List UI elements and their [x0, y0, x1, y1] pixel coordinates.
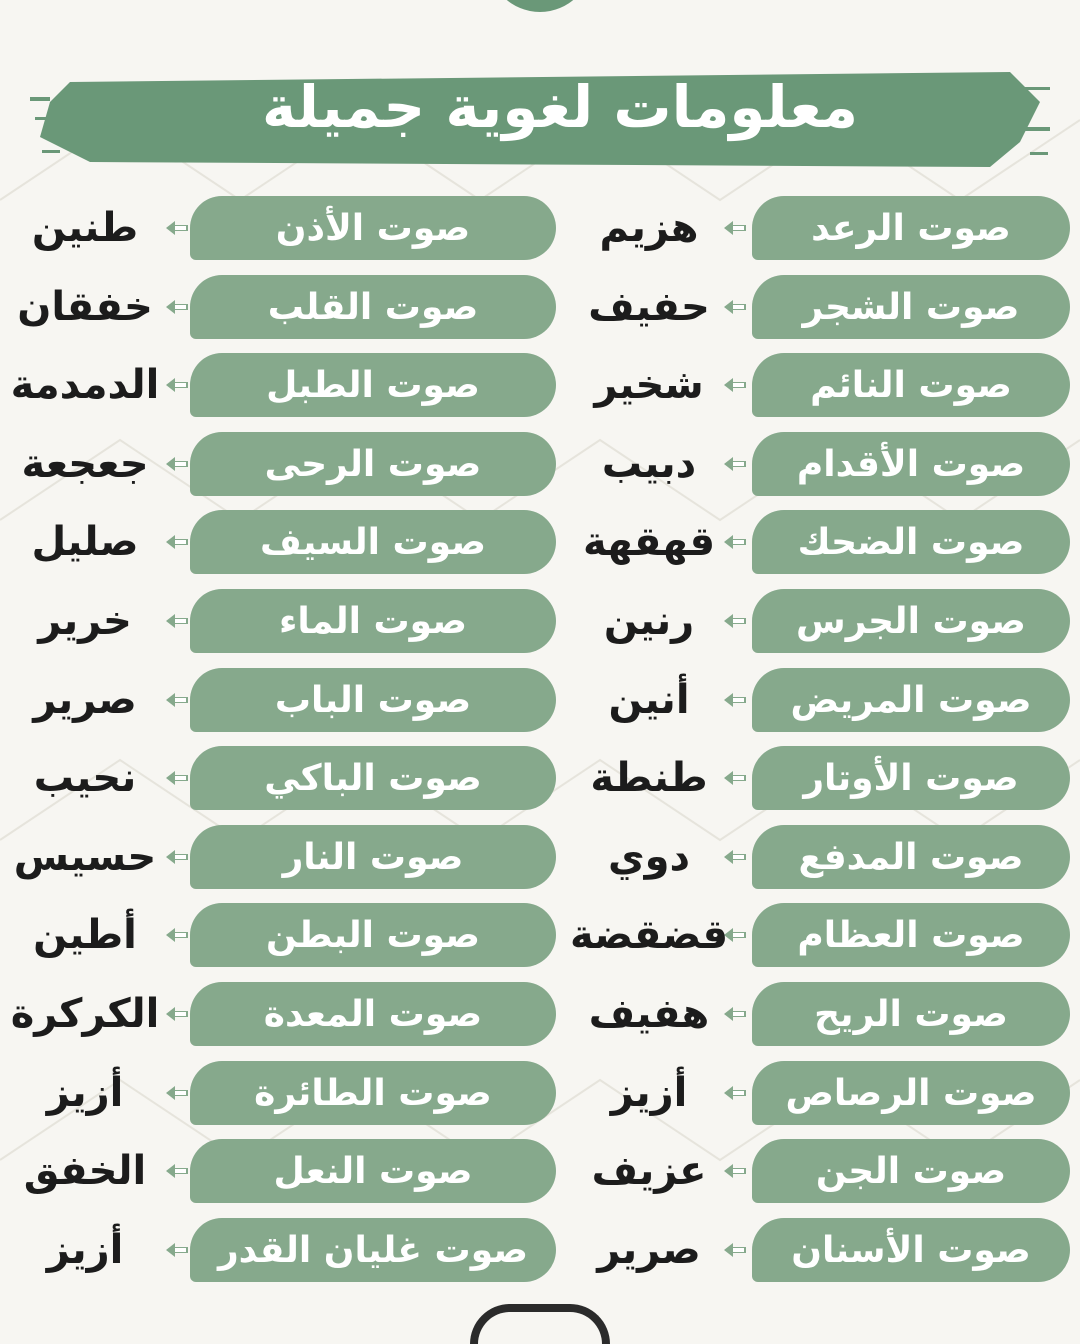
- sound-name-text: عزيف: [591, 1148, 707, 1194]
- sound-label-pill: صوت البطن: [190, 903, 556, 967]
- sound-name-text: خرير: [38, 598, 132, 644]
- sound-name-text: صرير: [33, 677, 137, 723]
- sound-label-pill: صوت المريض: [752, 668, 1070, 732]
- sound-name-text: أزيز: [46, 1227, 124, 1273]
- sound-name-text: حفيف: [588, 284, 710, 330]
- sound-name-text: هزيم: [599, 205, 699, 251]
- sound-name-text: قهقهة: [582, 519, 716, 565]
- sound-label-pill: صوت الرعد: [752, 196, 1070, 260]
- sound-name-text: رنين: [603, 598, 695, 644]
- sound-name-text: أزيز: [46, 1070, 124, 1116]
- sound-label-pill: صوت الأوتار: [752, 746, 1070, 810]
- sound-label-pill: صوت غليان القدر: [190, 1218, 556, 1282]
- sound-name-text: صليل: [31, 519, 139, 565]
- sound-name-text: هفيف: [588, 991, 710, 1037]
- sound-label-pill: صوت الريح: [752, 982, 1070, 1046]
- sound-label-pill: صوت الضحك: [752, 510, 1070, 574]
- sound-name-text: طنين: [31, 205, 139, 251]
- sound-label-pill: صوت الباكي: [190, 746, 556, 810]
- sound-label-pill: صوت الجرس: [752, 589, 1070, 653]
- page-title: معلومات لغوية جميلة: [261, 73, 859, 141]
- sound-label-pill: صوت المدفع: [752, 825, 1070, 889]
- bottom-decor-arc: [470, 1304, 610, 1344]
- sound-name-text: خفقان: [17, 284, 153, 330]
- sound-label-pill: صوت العظام: [752, 903, 1070, 967]
- sound-name-text: جعجعة: [21, 441, 149, 487]
- sound-label-pill: صوت الرحى: [190, 432, 556, 496]
- sound-label-pill: صوت النار: [190, 825, 556, 889]
- sound-label-pill: صوت الأسنان: [752, 1218, 1070, 1282]
- sound-label-pill: صوت الباب: [190, 668, 556, 732]
- sound-label-pill: صوت المعدة: [190, 982, 556, 1046]
- sound-name-text: الكركرة: [10, 991, 160, 1037]
- sound-name-text: طنطة: [590, 755, 708, 801]
- sound-name-text: دبيب: [601, 441, 697, 487]
- sound-name-text: دوي: [607, 834, 691, 880]
- sound-name-text: نحيب: [33, 755, 137, 801]
- sound-label-pill: صوت النعل: [190, 1139, 556, 1203]
- sound-label-pill: صوت الأقدام: [752, 432, 1070, 496]
- sound-label-pill: صوت الماء: [190, 589, 556, 653]
- title-banner: [30, 42, 1050, 172]
- sound-name-text: حسيس: [13, 834, 157, 880]
- sound-label-pill: صوت الرصاص: [752, 1061, 1070, 1125]
- sound-label-pill: صوت السيف: [190, 510, 556, 574]
- sound-name-text: قضقضة: [569, 912, 729, 958]
- sound-name-text: أطين: [33, 912, 137, 958]
- sound-label-pill: صوت القلب: [190, 275, 556, 339]
- sound-label-pill: صوت الجن: [752, 1139, 1070, 1203]
- sound-label-pill: صوت الطائرة: [190, 1061, 556, 1125]
- sound-name-text: أزيز: [610, 1070, 688, 1116]
- sound-label-pill: صوت الشجر: [752, 275, 1070, 339]
- sound-name-text: أنين: [608, 677, 690, 723]
- sound-name-text: الخفق: [23, 1148, 147, 1194]
- sound-name-text: شخير: [594, 362, 704, 408]
- sound-label-pill: صوت الطبل: [190, 353, 556, 417]
- sound-label-pill: صوت الأذن: [190, 196, 556, 260]
- sound-name-text: صرير: [597, 1227, 701, 1273]
- sound-label-pill: صوت النائم: [752, 353, 1070, 417]
- sound-name-text: الدمدمة: [10, 362, 160, 408]
